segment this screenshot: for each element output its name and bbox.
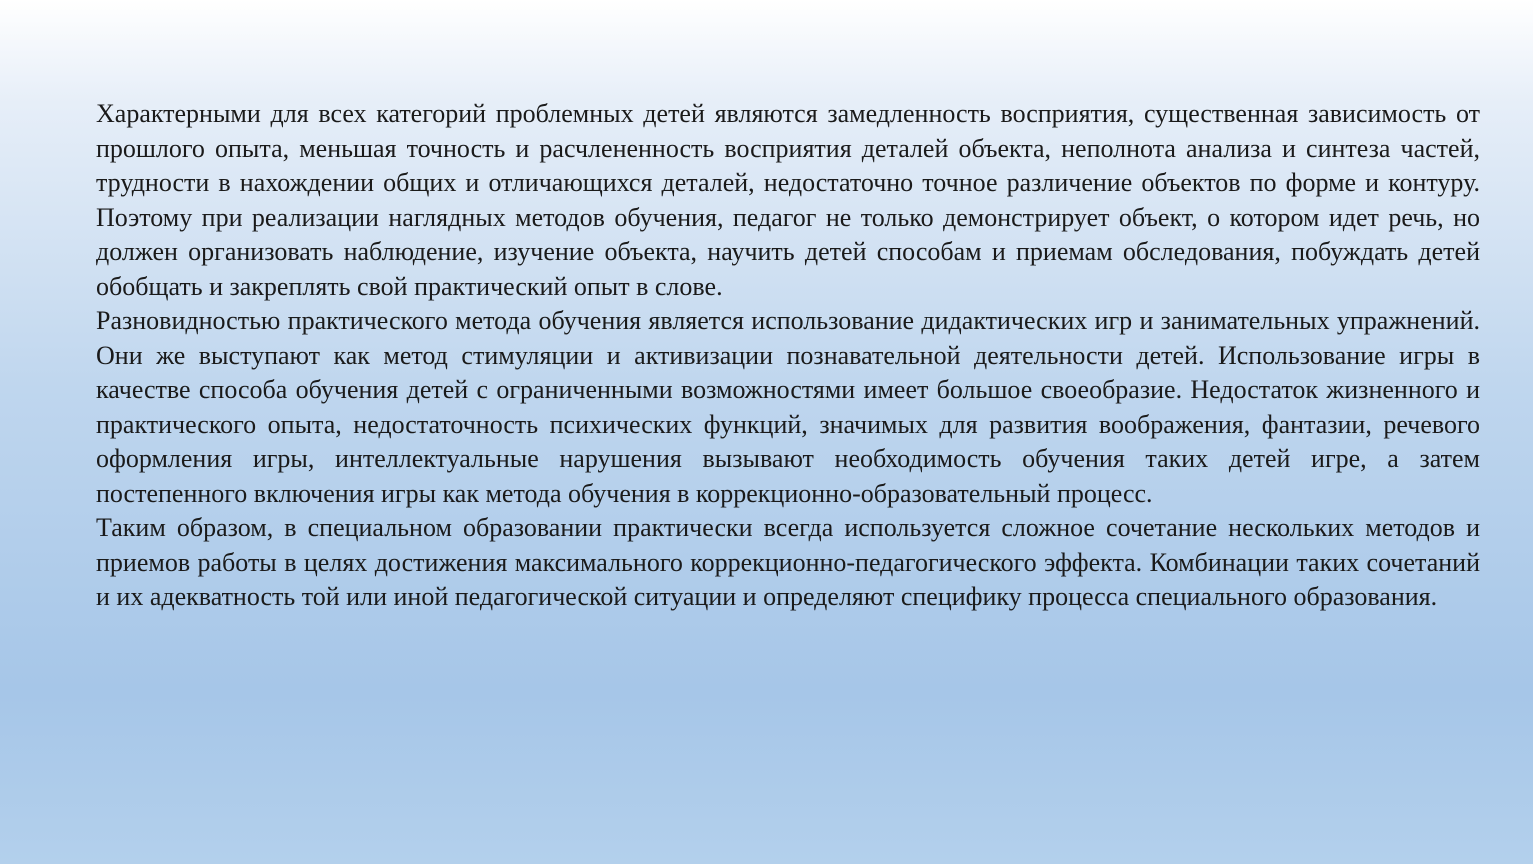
paragraph-practical-methods: Разновидностью практического метода обучения является использование дидактических игр и занимательных упражнений. Они же выступают как метод стимуляции и активизации познавательной деятельности детей. Использование игры в качестве способа обучения детей с ограниченными возможностями имеет большое своеобразие. Недостаток жизненного и практического опыта, недостаточность психических функций, значимых для развития воображения, фантазии, речевого оформления игры, интеллектуальные нарушения вызывают необходимость обучения таких детей игре, а затем постепенного включения игры как метода обучения в коррекционно-образовательный процесс. bbox=[96, 306, 1480, 508]
slide-text-body bbox=[96, 97, 1480, 615]
paragraph-visual-methods: Характерными для всех категорий проблемных детей являются замедленность восприятия, существенная зависимость от прошлого опыта, меньшая точность и расчлененность восприятия деталей объекта, неполнота анализа и синтеза частей, трудности в нахождении общих и отличающихся деталей, недостаточно точное различение объектов по форме и контуру. Поэтому при реализации наглядных методов обучения, педагог не только демонстрирует объект, о котором идет речь, но должен организовать наблюдение, изучение объекта, научить детей способам и приемам обследования, побуждать детей обобщать и закреплять свой практический опыт в слове. bbox=[96, 99, 1480, 301]
paragraph-conclusion: Таким образом, в специальном образовании практически всегда используется сложное сочетание нескольких методов и приемов работы в целях достижения максимального коррекционно-педагогического эффекта. Комбинации таких сочетаний и их адекватность той или иной педагогической ситуации и определяют специфику процесса специального образования. bbox=[96, 513, 1480, 611]
